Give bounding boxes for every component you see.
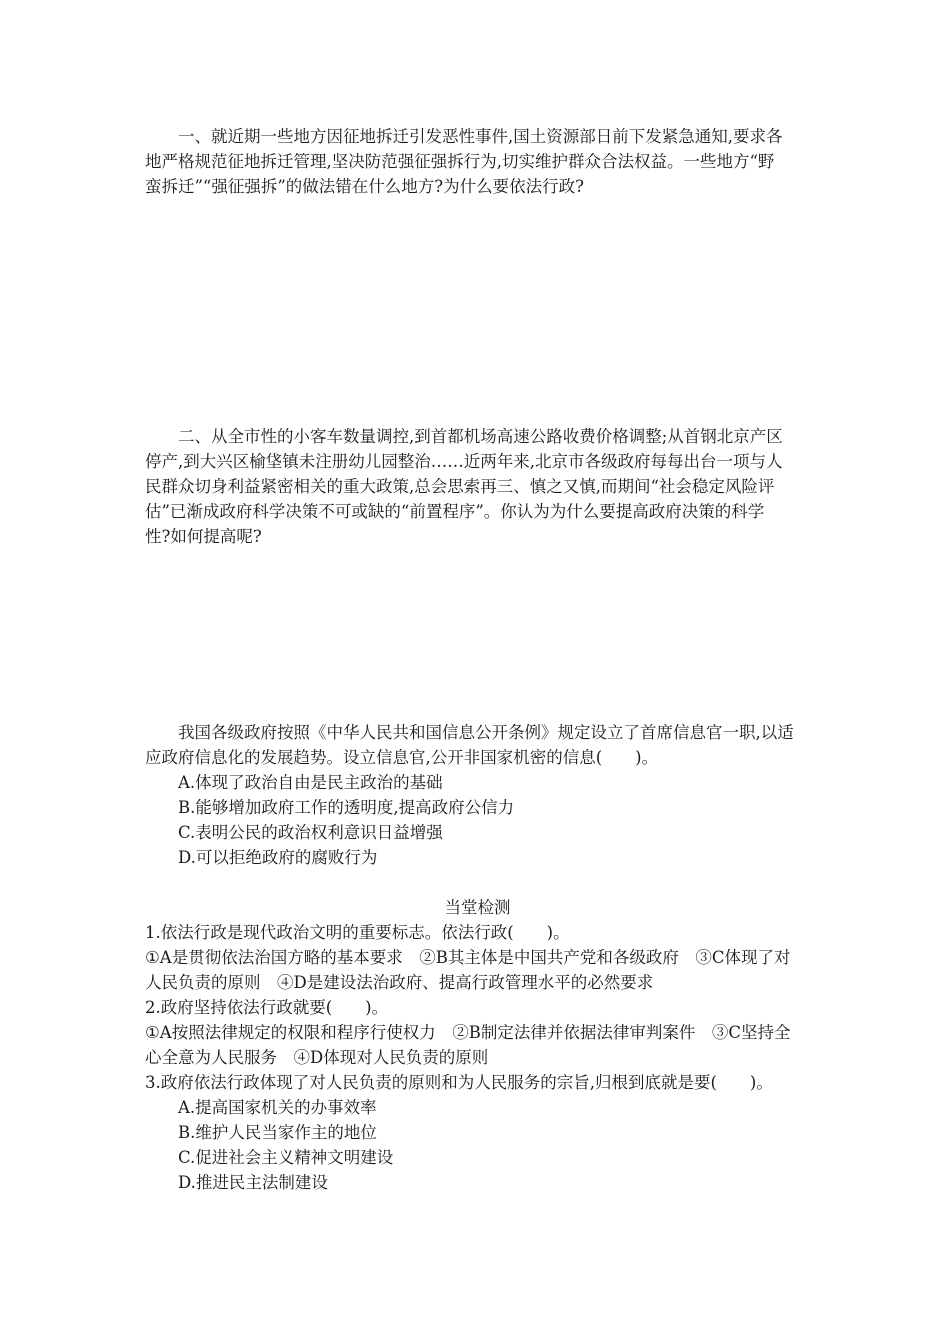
q1-line: 地严格规范征地拆迁管理,坚决防范强征强拆行为,切实维护群众合法权益。一些地方“野 (145, 152, 775, 171)
check-option-c: C.促进社会主义精神文明建设 (178, 1148, 394, 1167)
q3-stem-line: 应政府信息化的发展趋势。设立信息官,公开非国家机密的信息( )。 (145, 748, 659, 767)
check-option-d: D.推进民主法制建设 (178, 1173, 328, 1192)
section-title: 当堂检测 (444, 898, 511, 917)
q3-stem-line: 我国各级政府按照《中华人民共和国信息公开条例》规定设立了首席信息官一职,以适 (178, 723, 794, 742)
question-1 (145, 124, 810, 199)
check-line: 2.政府坚持依法行政就要( )。 (145, 998, 389, 1017)
check-option-a: A.提高国家机关的办事效率 (178, 1098, 377, 1117)
q2-line: 二、从全市性的小客车数量调控,到首都机场高速公路收费价格调整;从首钢北京产区 (178, 427, 783, 446)
q3-option-a: A.体现了政治自由是民主政治的基础 (178, 773, 443, 792)
q2-line: 民群众切身利益紧密相关的重大政策,总会思索再三、慎之又慎,而期间“社会稳定风险评 (145, 477, 775, 496)
q1-line: 蛮拆迁”“强征强拆”的做法错在什么地方?为什么要依法行政? (145, 177, 584, 196)
q3-option-d: D.可以拒绝政府的腐败行为 (178, 848, 378, 867)
q2-line: 估”已渐成政府科学决策不可或缺的“前置程序”。你认为为什么要提高政府决策的科学 (145, 502, 765, 521)
check-line: 心全意为人民服务 ④D体现对人民负责的原则 (145, 1048, 489, 1067)
q2-line: 性?如何提高呢? (145, 527, 262, 546)
in-class-check (145, 895, 810, 1195)
question-2 (145, 424, 810, 549)
check-line: 1.依法行政是现代政治文明的重要标志。依法行政( )。 (145, 923, 570, 942)
check-line: 人民负责的原则 ④D是建设法治政府、提高行政管理水平的必然要求 (145, 973, 654, 992)
q1-line: 一、就近期一些地方因征地拆迁引发恶性事件,国土资源部日前下发紧急通知,要求各 (178, 127, 783, 146)
check-option-b: B.维护人民当家作主的地位 (178, 1123, 377, 1142)
q3-option-b: B.能够增加政府工作的透明度,提高政府公信力 (178, 798, 515, 817)
question-3 (145, 720, 810, 870)
check-line: ①A是贯彻依法治国方略的基本要求 ②B其主体是中国共产党和各级政府 ③C体现了对 (145, 948, 791, 967)
q3-option-c: C.表明公民的政治权利意识日益增强 (178, 823, 443, 842)
check-line: ①A按照法律规定的权限和程序行使权力 ②B制定法律并依据法律审判案件 ③C坚持全 (145, 1023, 791, 1042)
q2-line: 停产,到大兴区榆垡镇未注册幼儿园整治……近两年来,北京市各级政府每每出台一项与人 (145, 452, 783, 471)
check-line: 3.政府依法行政体现了对人民负责的原则和为人民服务的宗旨,归根到底就是要( )。 (145, 1073, 773, 1092)
